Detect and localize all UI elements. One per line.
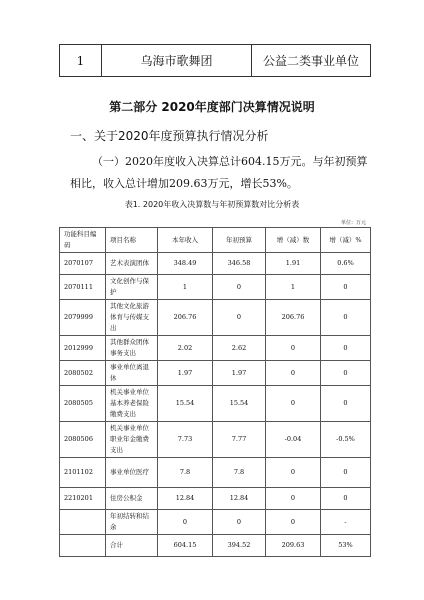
- table-cell: -0.5%: [321, 422, 371, 458]
- table-cell: 0: [321, 336, 371, 361]
- table-cell: 0: [213, 510, 266, 535]
- table-cell: 1: [266, 275, 321, 300]
- unit-info-row: [60, 45, 371, 77]
- table-cell: 0.6%: [321, 253, 371, 275]
- table-cell: 2012999: [60, 336, 106, 361]
- table-cell: 其他文化旅游体育与传媒支出: [106, 300, 158, 336]
- table-cell: 0: [321, 386, 371, 422]
- unit-name: 乌海市歌舞团: [102, 45, 252, 77]
- table-cell: 0: [266, 510, 321, 535]
- table-cell: 348.49: [158, 253, 213, 275]
- table-row: [60, 386, 371, 422]
- table-header-row: [60, 228, 371, 253]
- table-cell: 604.15: [158, 535, 213, 557]
- revenue-comparison-table: [59, 227, 371, 557]
- table-cell: 12.84: [158, 488, 213, 510]
- table-cell: 2210201: [60, 488, 106, 510]
- table-cell: 2070111: [60, 275, 106, 300]
- table-cell: 394.52: [213, 535, 266, 557]
- table-cell: 7.8: [158, 458, 213, 488]
- table-row: [60, 336, 371, 361]
- table-cell: 1.97: [213, 361, 266, 386]
- table-cell: 15.54: [158, 386, 213, 422]
- table-cell: 12.84: [213, 488, 266, 510]
- table-cell: 0: [321, 275, 371, 300]
- table-cell: 2080505: [60, 386, 106, 422]
- table-row: [60, 535, 371, 557]
- table-row: [60, 275, 371, 300]
- table-cell: 0: [213, 300, 266, 336]
- table-cell: 206.76: [158, 300, 213, 336]
- table-cell: 2.62: [213, 336, 266, 361]
- table-cell: 0: [321, 300, 371, 336]
- table-cell: [60, 510, 106, 535]
- paragraph-line-2: 相比，收入总计增加209.63万元，增长53%。: [70, 177, 298, 190]
- table-cell: 0: [321, 458, 371, 488]
- table-cell: 2.02: [158, 336, 213, 361]
- unit-type: 公益二类事业单位: [252, 45, 371, 77]
- table-header-cell: 项目名称: [106, 228, 158, 253]
- table-cell: 7.8: [213, 458, 266, 488]
- table-cell: 346.58: [213, 253, 266, 275]
- table-header-cell: 功能科目编码: [60, 228, 106, 253]
- table-cell: 0: [158, 510, 213, 535]
- table-cell: 2080506: [60, 422, 106, 458]
- table-row: [60, 510, 371, 535]
- unit-info-table: [59, 44, 371, 77]
- table-cell: 0: [266, 386, 321, 422]
- table-cell: 机关事业单位基本养老保险缴费支出: [106, 386, 158, 422]
- table-header-cell: 增（减）%: [321, 228, 371, 253]
- table-cell: 15.54: [213, 386, 266, 422]
- table-cell: 0: [266, 458, 321, 488]
- table-cell: 1: [158, 275, 213, 300]
- table-body: [60, 228, 371, 557]
- table-cell: 合计: [106, 535, 158, 557]
- table-cell: 0: [321, 488, 371, 510]
- paragraph-line-1: （一）2020年度收入决算总计604.15万元。与年初预算: [92, 155, 368, 168]
- table-cell: 0: [266, 488, 321, 510]
- table-cell: 2101102: [60, 458, 106, 488]
- table-cell: 0: [266, 336, 321, 361]
- table-cell: 209.63: [266, 535, 321, 557]
- table-cell: 1.91: [266, 253, 321, 275]
- part-title: 第二部分 2020年度部门决算情况说明: [109, 100, 315, 114]
- table-cell: 7.77: [213, 422, 266, 458]
- table-cell: 2070107: [60, 253, 106, 275]
- table-cell: [60, 535, 106, 557]
- table-cell: 0: [321, 361, 371, 386]
- table-cell: 2080502: [60, 361, 106, 386]
- table-cell: 0: [213, 275, 266, 300]
- table-cell: 0: [266, 361, 321, 386]
- table-header-cell: 本年收入: [158, 228, 213, 253]
- unit-index: 1: [60, 45, 102, 77]
- table-row: [60, 458, 371, 488]
- table-cell: 其他群众团体事务支出: [106, 336, 158, 361]
- table-cell: 事业单位医疗: [106, 458, 158, 488]
- table-cell: -0.04: [266, 422, 321, 458]
- table-cell: 53%: [321, 535, 371, 557]
- table-cell: 事业单位离退休: [106, 361, 158, 386]
- table-header-cell: 年初预算: [213, 228, 266, 253]
- table-cell: 1.97: [158, 361, 213, 386]
- table-cell: 机关事业单位职业年金缴费支出: [106, 422, 158, 458]
- table-cell: 住房公积金: [106, 488, 158, 510]
- table-cell: 2079999: [60, 300, 106, 336]
- table-row: [60, 361, 371, 386]
- table-cell: 年初结转和结余: [106, 510, 158, 535]
- table-cell: 206.76: [266, 300, 321, 336]
- table-cell: -: [321, 510, 371, 535]
- table-cell: 艺术表演团体: [106, 253, 158, 275]
- table-row: [60, 253, 371, 275]
- table-row: [60, 422, 371, 458]
- table-row: [60, 488, 371, 510]
- table-cell: 7.73: [158, 422, 213, 458]
- unit-label: 单位：万元: [340, 220, 366, 226]
- table-row: [60, 300, 371, 336]
- section-title: 一、关于2020年度预算执行情况分析: [70, 129, 269, 143]
- table-cell: 文化创作与保护: [106, 275, 158, 300]
- table-title: 表1. 2020年收入决算数与年初预算数对比分析表: [124, 200, 300, 209]
- table-header-cell: 增（减）数: [266, 228, 321, 253]
